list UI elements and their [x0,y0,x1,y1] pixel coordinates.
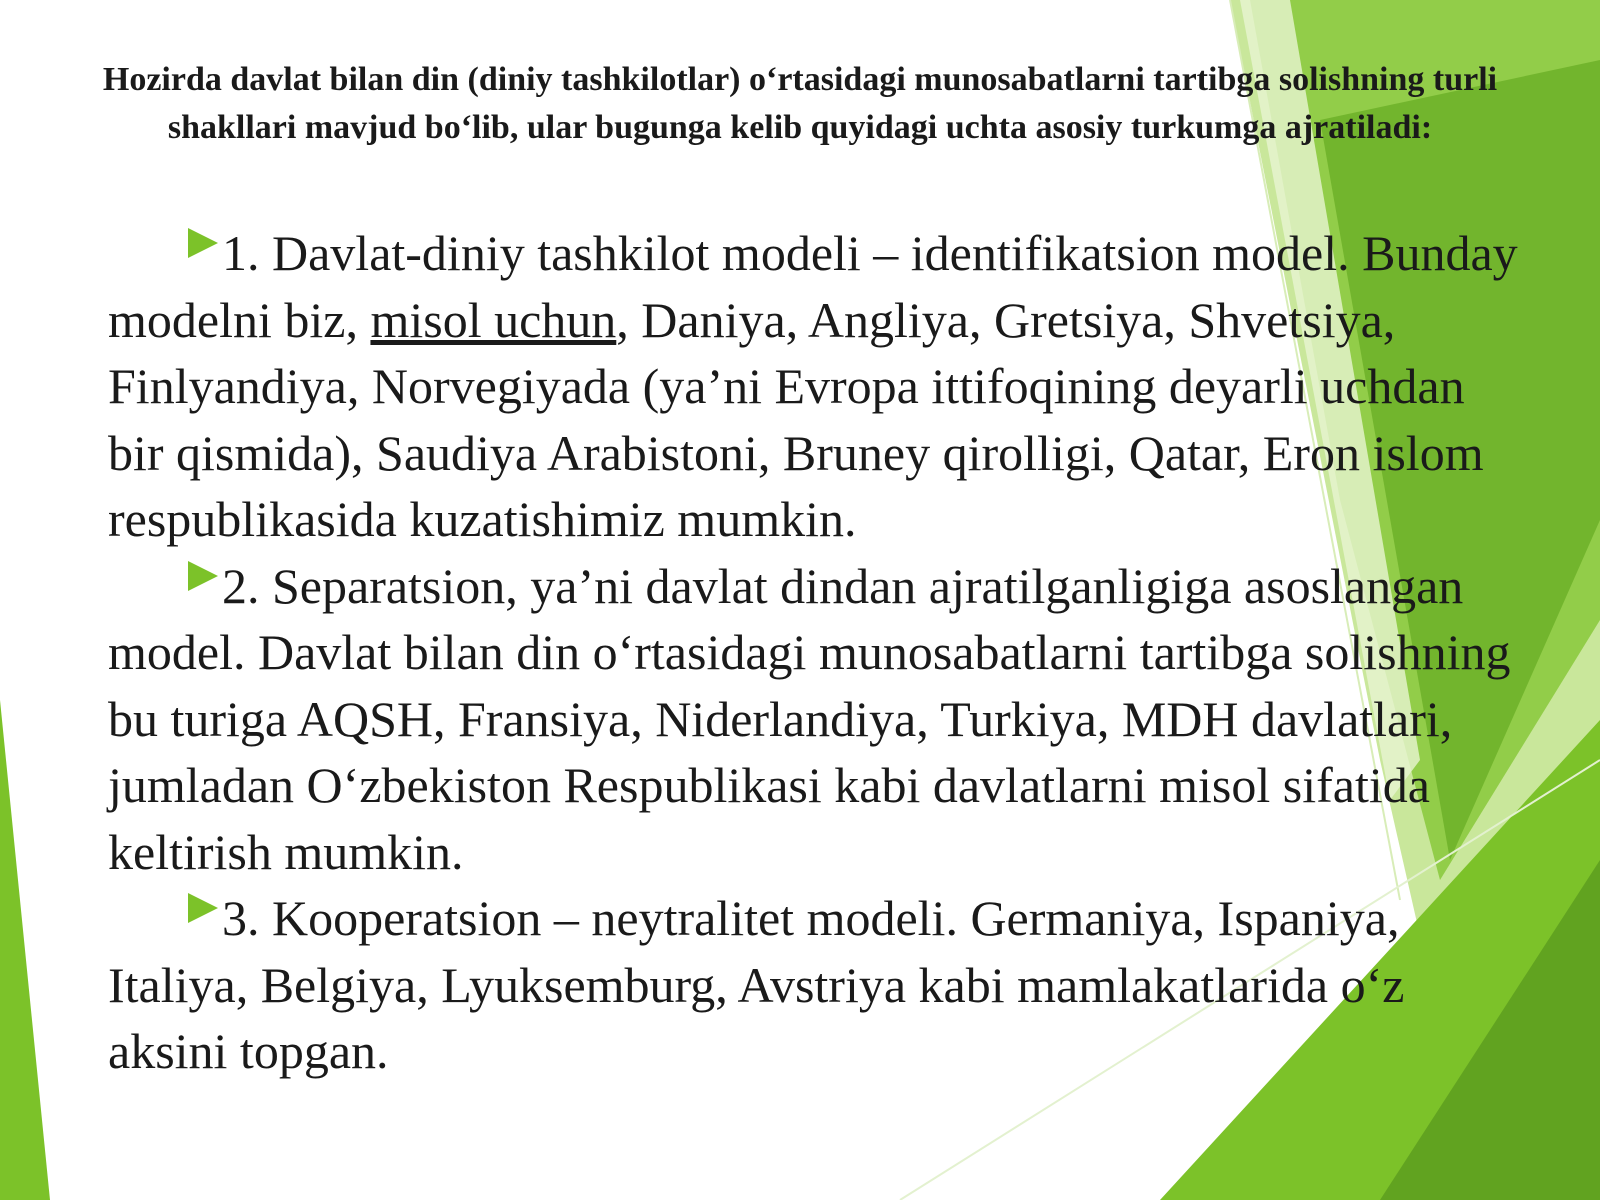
item-text: 2. Separatsion, ya’ni davlat dindan ajratilganligiga asoslangan model. Davlat bilan din o‘rtasidagi munosabatlarni tartibga solishning bu turiga AQSH, Fransiya, Niderlandiya, Turkiya, MDH davlatlari, jumladan O‘zbekiston Respublikasi kabi davlatlarni misol sifatida keltirish mumkin. [108,557,1511,880]
left-green-shape [0,700,50,1200]
slide-body [108,220,1528,1085]
triangle-bullet-icon [188,228,218,258]
underlined-text: misol uchun [370,291,617,348]
list-item [108,885,1528,1085]
slide-title: Hozirda davlat bilan din (diniy tashkilotlar) o‘rtasidagi munosabatlarni tartibga solishning turli shakllari mavjud bo‘lib, ular bugunga kelib quyidagi uchta asosiy turkumga ajratiladi: [102,61,1498,146]
item-text: , Daniya, Angliya, Gretsiya, Shvetsiya, Finlyandiya, Norvegiyada (ya’ni Evropa ittifoqining deyarli uchdan bir qismida), Saudiya Arabistoni, Bruney qirolligi, Qatar, Eron islom respublikasida kuzatishimiz mumkin. [108,291,1484,547]
triangle-bullet-icon [188,561,218,591]
item-text: 3. Kooperatsion – neytralitet modeli. Germaniya, Ispaniya, Italiya, Belgiya, Lyuksemburg, Avstriya kabi mamlakatlarida o‘z aksini topgan. [108,890,1405,1079]
triangle-bullet-icon [188,893,218,923]
list-item [108,553,1528,886]
list-item [108,220,1528,553]
item-text: 1. Davlat-diniy tashkilot modeli – identifikatsion model. Bunday modelni biz, [108,225,1518,348]
